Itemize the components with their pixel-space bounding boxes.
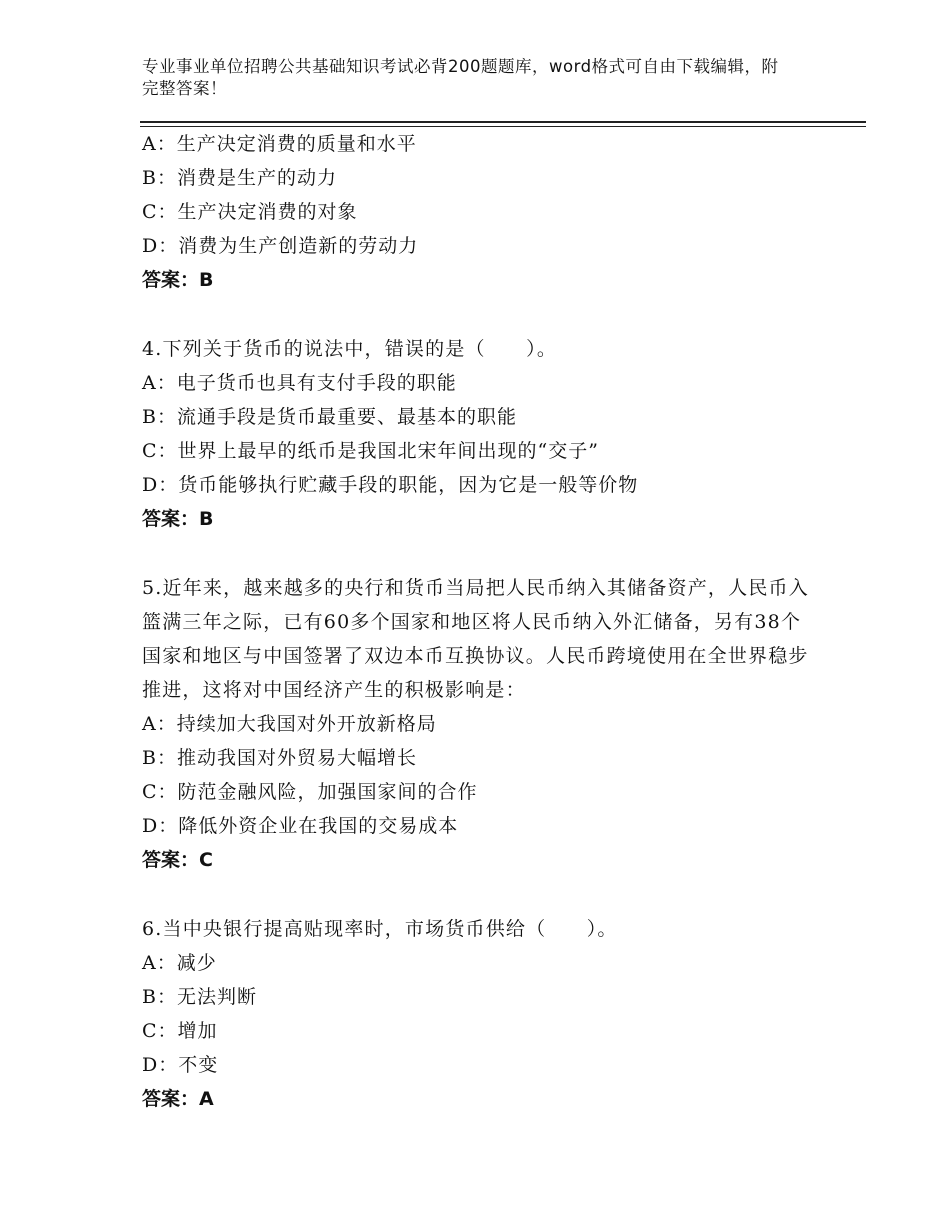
document-body [142,127,812,1116]
option-d: D：不变 [142,1054,219,1076]
answer: 答案：B [142,269,214,291]
option-c: C：生产决定消费的对象 [142,201,358,223]
answer: 答案：C [142,849,213,871]
option-b: B：消费是生产的动力 [142,167,337,189]
option-b: B：推动我国对外贸易大幅增长 [142,747,417,769]
option-a: A：电子货币也具有支付手段的职能 [142,372,457,394]
option-c: C：防范金融风险，加强国家间的合作 [142,781,478,803]
question-4 [142,332,812,536]
partial-question-3 [142,127,812,297]
option-a: A：减少 [142,952,217,974]
option-b: B：流通手段是货币最重要、最基本的职能 [142,406,517,428]
question-stem: 4.下列关于货币的说法中，错误的是（ ）。 [142,338,558,360]
answer: 答案：B [142,508,214,530]
option-a: A：生产决定消费的质量和水平 [142,133,417,155]
question-stem: 6.当中央银行提高贴现率时，市场货币供给（ ）。 [142,918,618,940]
answer: 答案：A [142,1088,214,1110]
document-header: 专业事业单位招聘公共基础知识考试必背200题题库，word格式可自由下载编辑，附完整答案！ [142,57,779,98]
option-c: C：增加 [142,1020,218,1042]
question-6 [142,912,812,1116]
option-d: D：降低外资企业在我国的交易成本 [142,815,459,837]
question-5 [142,571,812,877]
option-d: D：消费为生产创造新的劳动力 [142,235,419,257]
question-stem: 5.近年来，越来越多的央行和货币当局把人民币纳入其储备资产，人民币入篮满三年之际，已有60多个国家和地区将人民币纳入外汇储备，另有38个国家和地区与中国签署了双边本币互换协议。人民币跨境使用在全世界稳步推进，这将对中国经济产生的积极影响是： [142,577,809,701]
option-b: B：无法判断 [142,986,257,1008]
option-c: C：世界上最早的纸币是我国北宋年间出现的“交子” [142,440,599,462]
option-d: D：货币能够执行贮藏手段的职能，因为它是一般等价物 [142,474,639,496]
option-a: A：持续加大我国对外开放新格局 [142,713,437,735]
